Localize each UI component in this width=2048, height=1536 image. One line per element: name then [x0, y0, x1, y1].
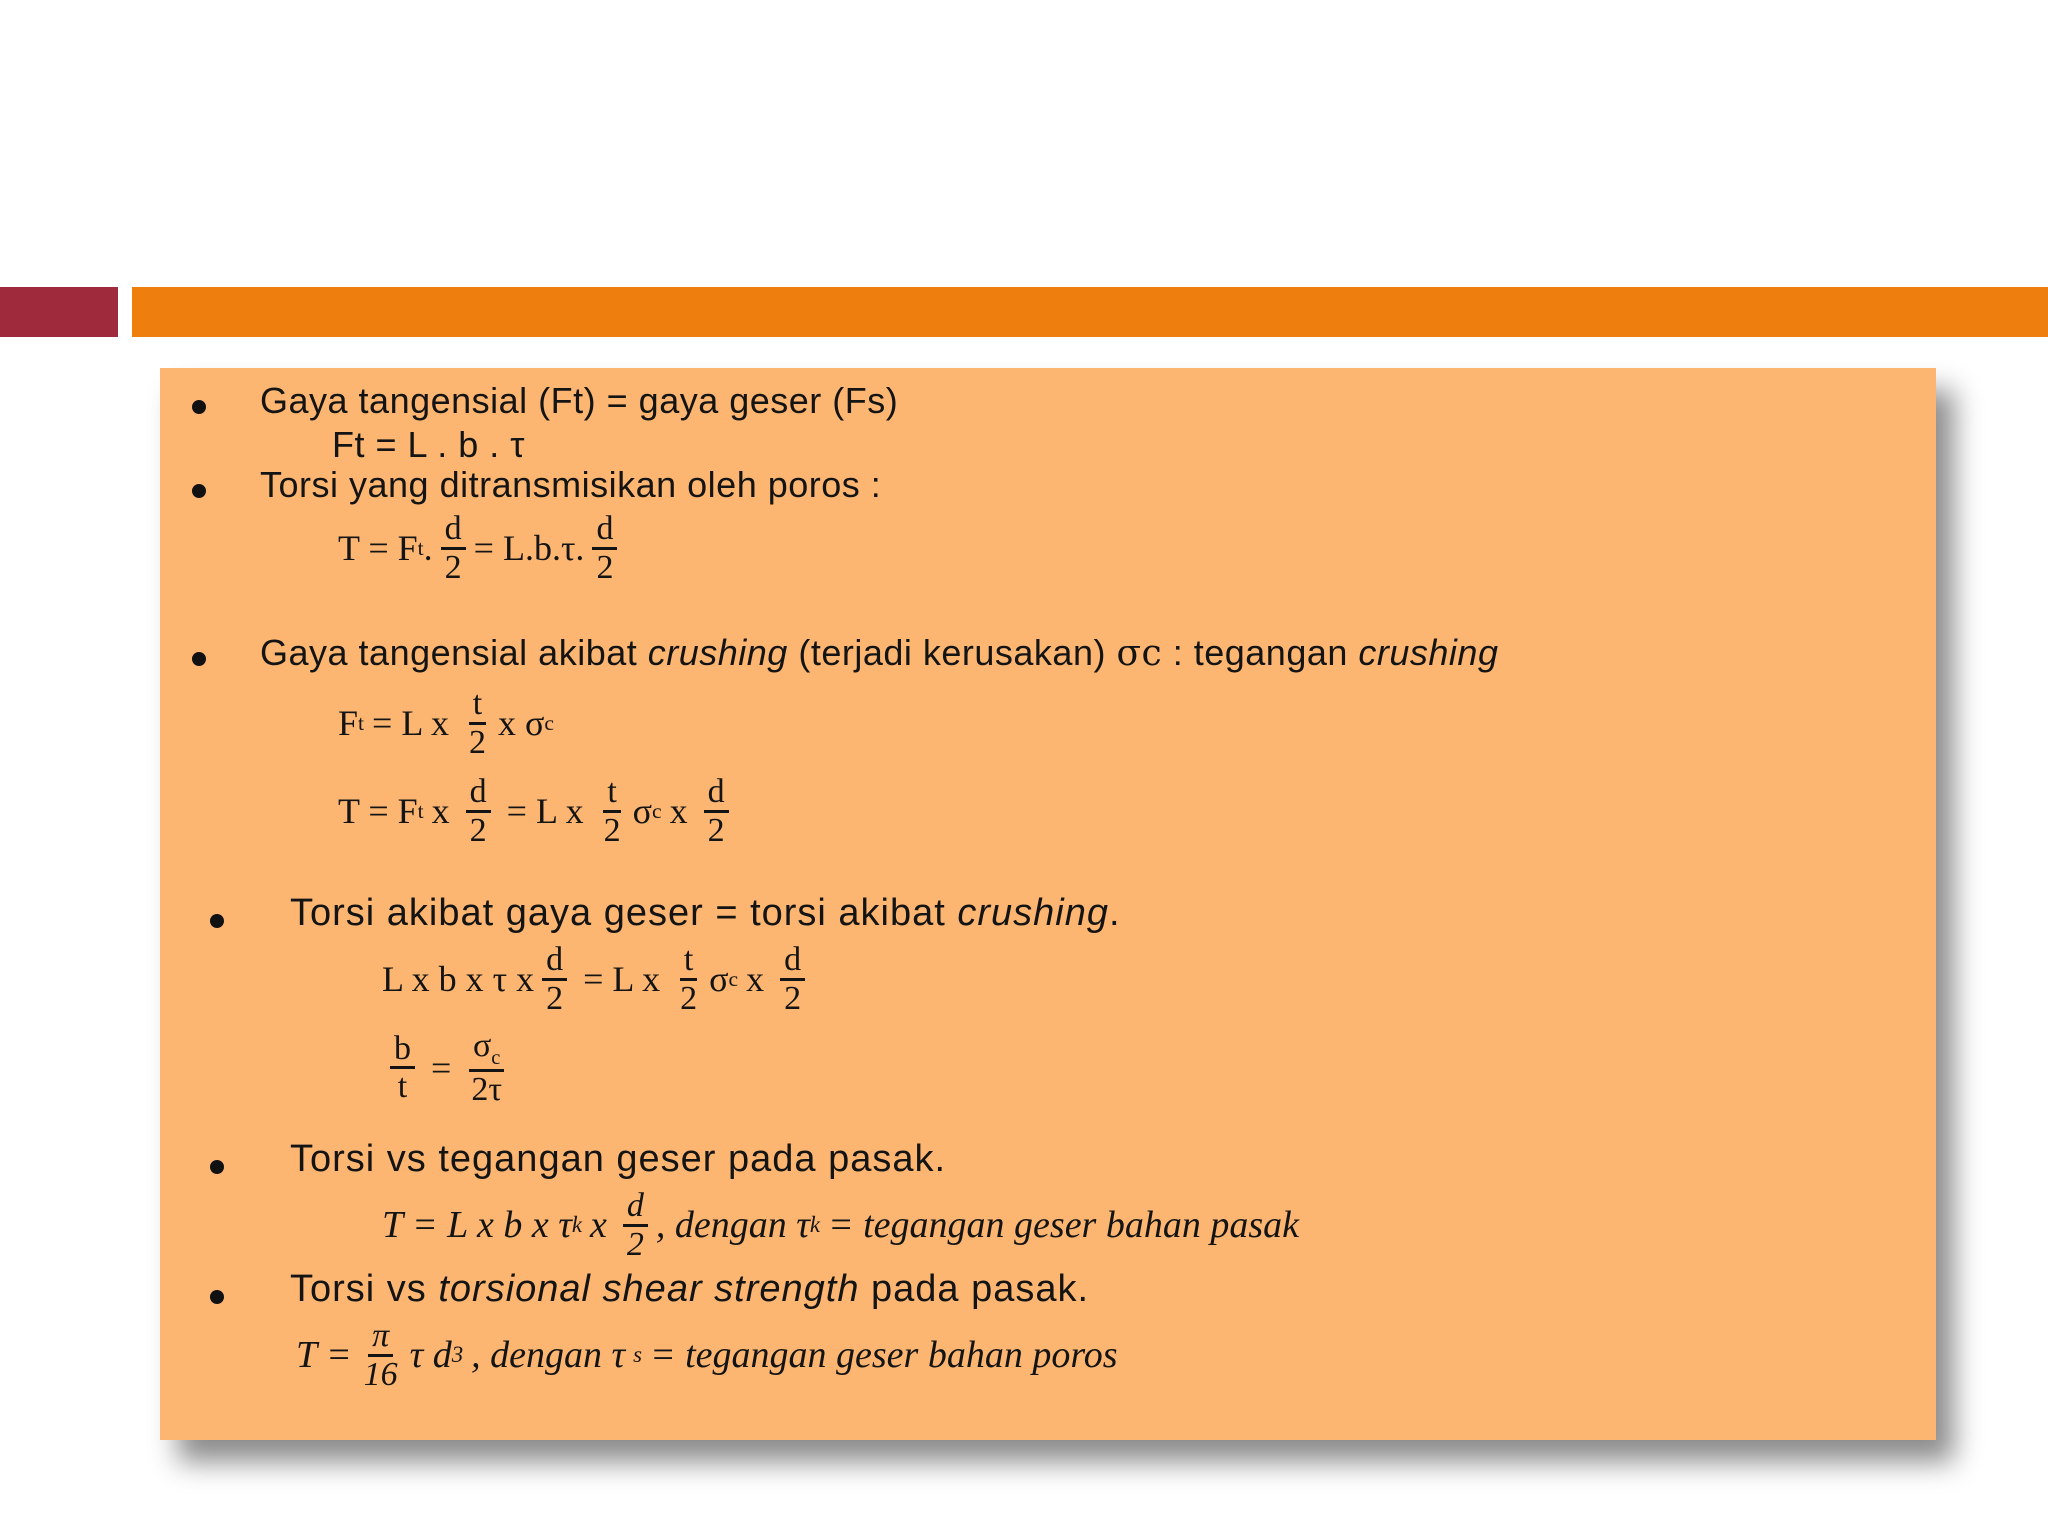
- formula-1: Ft = L . b . τ: [332, 424, 525, 465]
- bullet-text-5: Torsi vs tegangan geser pada pasak.: [290, 1138, 947, 1180]
- formula-4b: $\frac{b}{t}$ = $\frac{\sigma_c}{2\tau}$: [382, 1028, 514, 1108]
- formula-3a: F t = L x $\frac{t}{2}$ x σ c: [338, 685, 554, 761]
- bullet-dot-icon: [210, 1290, 224, 1304]
- formula-2: T = F t . $\frac{d}{2}$ = L.b.τ. $\frac{d}{2}$: [338, 511, 625, 585]
- content-panel: [160, 368, 1936, 1440]
- bullet-text-6: Torsi vs torsional shear strength pada pasak.: [290, 1268, 1090, 1310]
- bullet-dot-icon: [210, 1160, 224, 1174]
- bullet-text-3: Gaya tangensial akibat crushing (terjadi kerusakan) σc : tegangan crushing: [260, 632, 1499, 674]
- fraction: $\frac{d}{2}$: [623, 1188, 648, 1262]
- accent-bar-red: [0, 287, 118, 337]
- formula-6: T = $\frac{\pi}{16}$ τ d 3 , dengan τ s = tegangan geser bahan poros: [296, 1317, 1118, 1393]
- fraction: $\frac{d}{2}$: [441, 511, 466, 585]
- bullet-text-2: Torsi yang ditransmisikan oleh poros :: [260, 464, 882, 505]
- fraction: $\frac{d}{2}$: [542, 942, 567, 1016]
- formula-5: T = L x b x τ k x $\frac{d}{2}$ , dengan τ k = tegangan geser bahan pasak: [382, 1187, 1299, 1263]
- fraction: $\frac{\sigma_c}{2\tau}$: [467, 1028, 506, 1108]
- formula-4a: L x b x τ x $\frac{d}{2}$ = L x $\frac{t}{2}$ σ c x $\frac{d}{2}$: [382, 942, 813, 1016]
- fraction: $\frac{d}{2}$: [592, 511, 617, 585]
- fraction: $\frac{d}{2}$: [780, 942, 805, 1016]
- fraction: $\frac{t}{2}$: [680, 941, 698, 1017]
- fraction: $\frac{t}{2}$: [603, 773, 621, 849]
- fraction: $\frac{\pi}{16}$: [363, 1317, 398, 1393]
- fraction: $\frac{b}{t}$: [390, 1031, 415, 1105]
- fraction: $\frac{t}{2}$: [469, 685, 486, 761]
- bullet-dot-icon: [192, 400, 206, 414]
- fraction: $\frac{d}{2}$: [704, 774, 729, 848]
- accent-bar-orange: [132, 287, 2048, 337]
- bullet-dot-icon: [192, 652, 206, 666]
- bullet-dot-icon: [210, 914, 224, 928]
- formula-3b: T = F t x $\frac{d}{2}$ = L x $\frac{t}{2}$ σ c x $\frac{d}{2}$: [338, 774, 737, 848]
- bullet-text-4: Torsi akibat gaya geser = torsi akibat crushing.: [290, 892, 1121, 934]
- bullet-dot-icon: [192, 484, 206, 498]
- fraction: $\frac{d}{2}$: [466, 774, 491, 848]
- bullet-text-1: Gaya tangensial (Ft) = gaya geser (Fs): [260, 380, 899, 421]
